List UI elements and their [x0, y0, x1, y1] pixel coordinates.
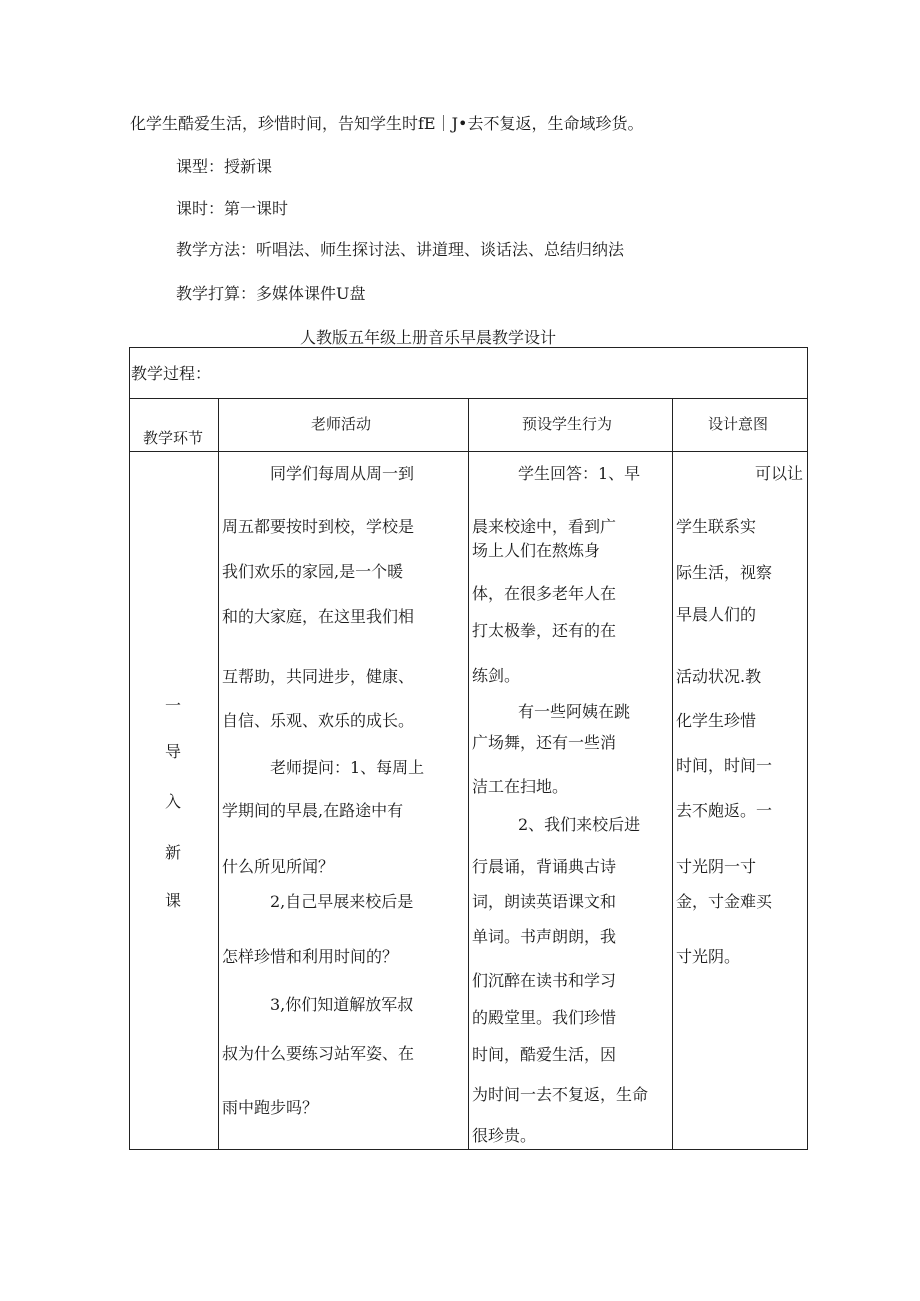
- intent-line: 寸光阴一寸: [676, 857, 757, 876]
- intent-line: 活动状况.教: [676, 667, 762, 686]
- stage-char: 一: [165, 696, 182, 715]
- header-intent: 设计意图: [708, 415, 769, 433]
- intent-line: 去不皰返。一: [676, 801, 773, 820]
- student-line: 单词。书声朗朗，我: [472, 927, 617, 946]
- student-line: 打太极拳，还有的在: [472, 621, 617, 640]
- teacher-line: 什么所见所闻？: [222, 857, 335, 876]
- stage-char: 入: [165, 792, 182, 811]
- teacher-line: 2,自己早展来校后是: [270, 892, 414, 911]
- intent-line: 寸光阴。: [676, 947, 741, 966]
- teacher-line: 同学们每周从周一到: [270, 464, 415, 483]
- teacher-line: 周五都要按时到校，学校是: [222, 517, 415, 536]
- teacher-line: 学期间的早晨,在路途中有: [222, 801, 404, 820]
- student-line: 体，在很多老年人在: [472, 584, 617, 603]
- stage-char: 导: [165, 742, 182, 761]
- intent-line: 际生活，视察: [676, 563, 773, 582]
- teacher-line: 自信、乐观、欢乐的成长。: [222, 711, 415, 730]
- teacher-line: 老师提问：1、每周上: [270, 758, 425, 777]
- header-student: 预设学生行为: [522, 415, 613, 433]
- lesson-type: 课型：授新课: [176, 157, 273, 176]
- student-line: 有一些阿姨在跳: [518, 702, 631, 721]
- teacher-line: 雨中跑步吗？: [222, 1098, 319, 1117]
- teaching-methods: 教学方法：听唱法、师生探讨法、讲道理、谈话法、总结归纳法: [176, 240, 625, 259]
- student-line: 2、我们来校后进: [518, 815, 641, 834]
- teacher-line: 和的大家庭，在这里我们相: [222, 607, 415, 626]
- intent-line: 早晨人们的: [676, 605, 757, 624]
- header-stage: 教学环节: [143, 429, 204, 447]
- teacher-line: 我们欢乐的家园,是一个暖: [222, 562, 404, 581]
- table-title: 人教版五年级上册音乐早晨教学设计: [300, 328, 557, 347]
- student-line: 晨来校途中，看到广: [472, 517, 617, 536]
- teacher-line: 怎样珍惜和利用时间的？: [222, 947, 399, 966]
- student-line: 广场舞，还有一些消: [472, 733, 617, 752]
- stage-char: 新: [165, 843, 182, 862]
- teaching-preparation: 教学打算：多媒体课件U盘: [176, 284, 366, 303]
- student-line: 很珍贵。: [472, 1126, 537, 1145]
- student-line: 学生回答：1、早: [518, 464, 641, 483]
- student-line: 时间，酷爱生活，因: [472, 1045, 617, 1064]
- student-line: 的殿堂里。我们珍惜: [472, 1008, 617, 1027]
- intent-line: 时间，时间一: [676, 756, 773, 775]
- teacher-line: 互帮助，共同进步，健康、: [222, 667, 415, 686]
- intent-line: 化学生珍惜: [676, 711, 757, 730]
- teacher-line: 叔为什么要练习站军姿、在: [222, 1044, 415, 1063]
- lesson-time: 课时：第一课时: [176, 199, 289, 218]
- stage-char: 课: [165, 891, 182, 910]
- intent-line: 学生联系实: [676, 517, 757, 536]
- header-teacher: 老师活动: [311, 415, 372, 433]
- student-line: 们沉醉在读书和学习: [472, 971, 617, 990]
- intent-line: 可以让: [755, 464, 804, 483]
- intent-line: 金，寸金难买: [676, 892, 773, 911]
- student-line: 为时间一去不复返，生命: [472, 1085, 649, 1104]
- intro-continuation-line: 化学生酷爱生活，珍惜时间，告知学生时fE｜J•去不复返，生命域珍货。: [130, 114, 644, 133]
- student-line: 词，朗读英语课文和: [472, 892, 617, 911]
- teacher-line: 3,你们知道解放军叔: [270, 995, 414, 1014]
- student-line: 练剑。: [472, 666, 521, 685]
- process-label: 教学过程：: [131, 364, 212, 383]
- student-line: 场上人们在熬炼身: [472, 541, 601, 560]
- student-line: 行晨诵，背诵典古诗: [472, 857, 617, 876]
- student-line: 洁工在扫地。: [472, 777, 569, 796]
